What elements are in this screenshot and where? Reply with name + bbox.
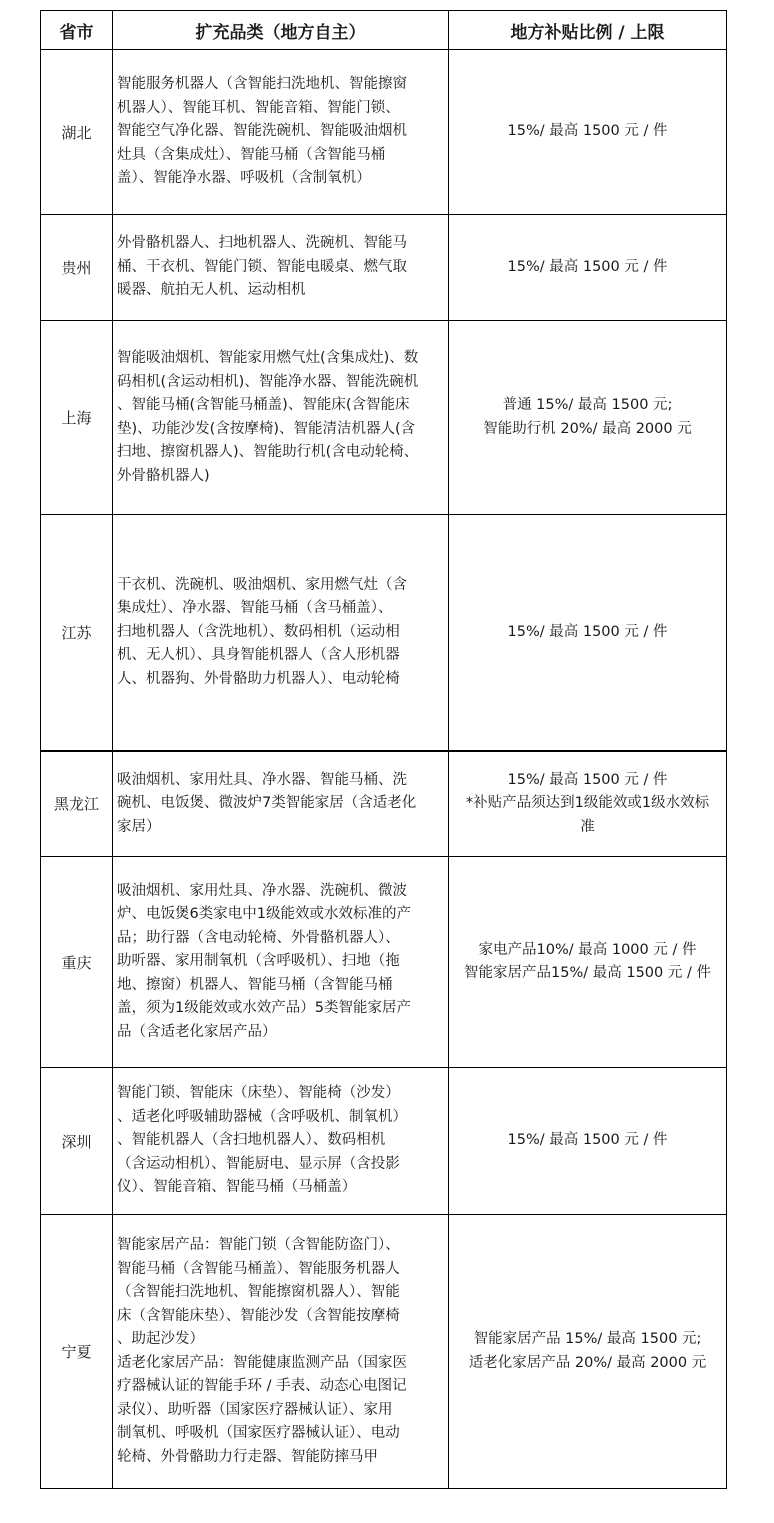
province-cell: 湖北 — [41, 50, 113, 215]
rate-cell: 15%/ 最高 1500 元 / 件 — [449, 50, 727, 215]
categories-cell: 智能家居产品：智能门锁（含智能防盗门）、 智能马桶（含智能马桶盖）、智能服务机器人 （含智能扫洗地机、智能擦窗机器人）、智能 床（含智能床垫）、智能沙发（含智能按摩椅 、助起沙发） 适老化家居产品：智能健康监测产品（国家医 疗器械认证的智能手环 / 手表、动态心电图记 录仪）、助听器（国家医疗器械认证）、家用 制氧机、呼吸机（国家医疗器械认证）、电动 轮椅、外骨骼助力行走器、智能防摔马甲 — [113, 1215, 449, 1489]
rate-cell: 智能家居产品 15%/ 最高 1500 元; 适老化家居产品 20%/ 最高 2000 元 — [449, 1215, 727, 1489]
table-row — [41, 515, 727, 751]
rate-cell: 15%/ 最高 1500 元 / 件 *补贴产品须达到1级能效或1级水效标 准 — [449, 751, 727, 857]
table-row — [41, 50, 727, 215]
province-cell: 黑龙江 — [41, 751, 113, 857]
table-row — [41, 751, 727, 857]
rate-cell: 15%/ 最高 1500 元 / 件 — [449, 1068, 727, 1215]
province-cell: 江苏 — [41, 515, 113, 751]
header-rate: 地方补贴比例 / 上限 — [449, 11, 727, 50]
categories-cell: 外骨骼机器人、扫地机器人、洗碗机、智能马 桶、干衣机、智能门锁、智能电暖桌、燃气取 暖器、航拍无人机、运动相机 — [113, 215, 449, 321]
table-row — [41, 857, 727, 1068]
table-row — [41, 1068, 727, 1215]
province-cell: 宁夏 — [41, 1215, 113, 1489]
categories-cell: 智能吸油烟机、智能家用燃气灶(含集成灶)、数 码相机(含运动相机)、智能净水器、智能洗碗机 、智能马桶(含智能马桶盖)、智能床(含智能床 垫)、功能沙发(含按摩椅)、智能清洁机器人(含 扫地、擦窗机器人)、智能助行机(含电动轮椅、 外骨骼机器人) — [113, 321, 449, 515]
rate-cell: 家电产品10%/ 最高 1000 元 / 件 智能家居产品15%/ 最高 1500 元 / 件 — [449, 857, 727, 1068]
rate-cell: 15%/ 最高 1500 元 / 件 — [449, 515, 727, 751]
rate-cell: 15%/ 最高 1500 元 / 件 — [449, 215, 727, 321]
categories-cell: 智能服务机器人（含智能扫洗地机、智能擦窗 机器人）、智能耳机、智能音箱、智能门锁、 智能空气净化器、智能洗碗机、智能吸油烟机 灶具（含集成灶）、智能马桶（含智能马桶 盖）、智能净水器、呼吸机（含制氧机） — [113, 50, 449, 215]
table-row — [41, 215, 727, 321]
province-cell: 贵州 — [41, 215, 113, 321]
province-cell: 重庆 — [41, 857, 113, 1068]
province-cell: 上海 — [41, 321, 113, 515]
categories-cell: 智能门锁、智能床（床垫）、智能椅（沙发） 、适老化呼吸辅助器械（含呼吸机、制氧机） 、智能机器人（含扫地机器人）、数码相机 （含运动相机）、智能厨电、显示屏（含投影 仪）、智能音箱、智能马桶（马桶盖） — [113, 1068, 449, 1215]
header-row — [41, 11, 727, 50]
header-categories: 扩充品类（地方自主） — [113, 11, 449, 50]
categories-cell: 吸油烟机、家用灶具、净水器、智能马桶、洗 碗机、电饭煲、微波炉7类智能家居（含适老化 家居） — [113, 751, 449, 857]
table-row — [41, 321, 727, 515]
rate-cell: 普通 15%/ 最高 1500 元; 智能助行机 20%/ 最高 2000 元 — [449, 321, 727, 515]
subsidy-table — [40, 10, 727, 1489]
table-row — [41, 1215, 727, 1489]
categories-cell: 干衣机、洗碗机、吸油烟机、家用燃气灶（含 集成灶）、净水器、智能马桶（含马桶盖）、 扫地机器人（含洗地机）、数码相机（运动相 机、无人机）、具身智能机器人（含人形机器 人、机器狗、外骨骼助力机器人）、电动轮椅 — [113, 515, 449, 751]
header-province: 省市 — [41, 11, 113, 50]
province-cell: 深圳 — [41, 1068, 113, 1215]
categories-cell: 吸油烟机、家用灶具、净水器、洗碗机、微波 炉、电饭煲6类家电中1级能效或水效标准的产 品；助行器（含电动轮椅、外骨骼机器人）、 助听器、家用制氧机（含呼吸机）、扫地（拖 地、擦窗）机器人、智能马桶（含智能马桶 盖，须为1级能效或水效产品）5类智能家居产 品（含适老化家居产品） — [113, 857, 449, 1068]
